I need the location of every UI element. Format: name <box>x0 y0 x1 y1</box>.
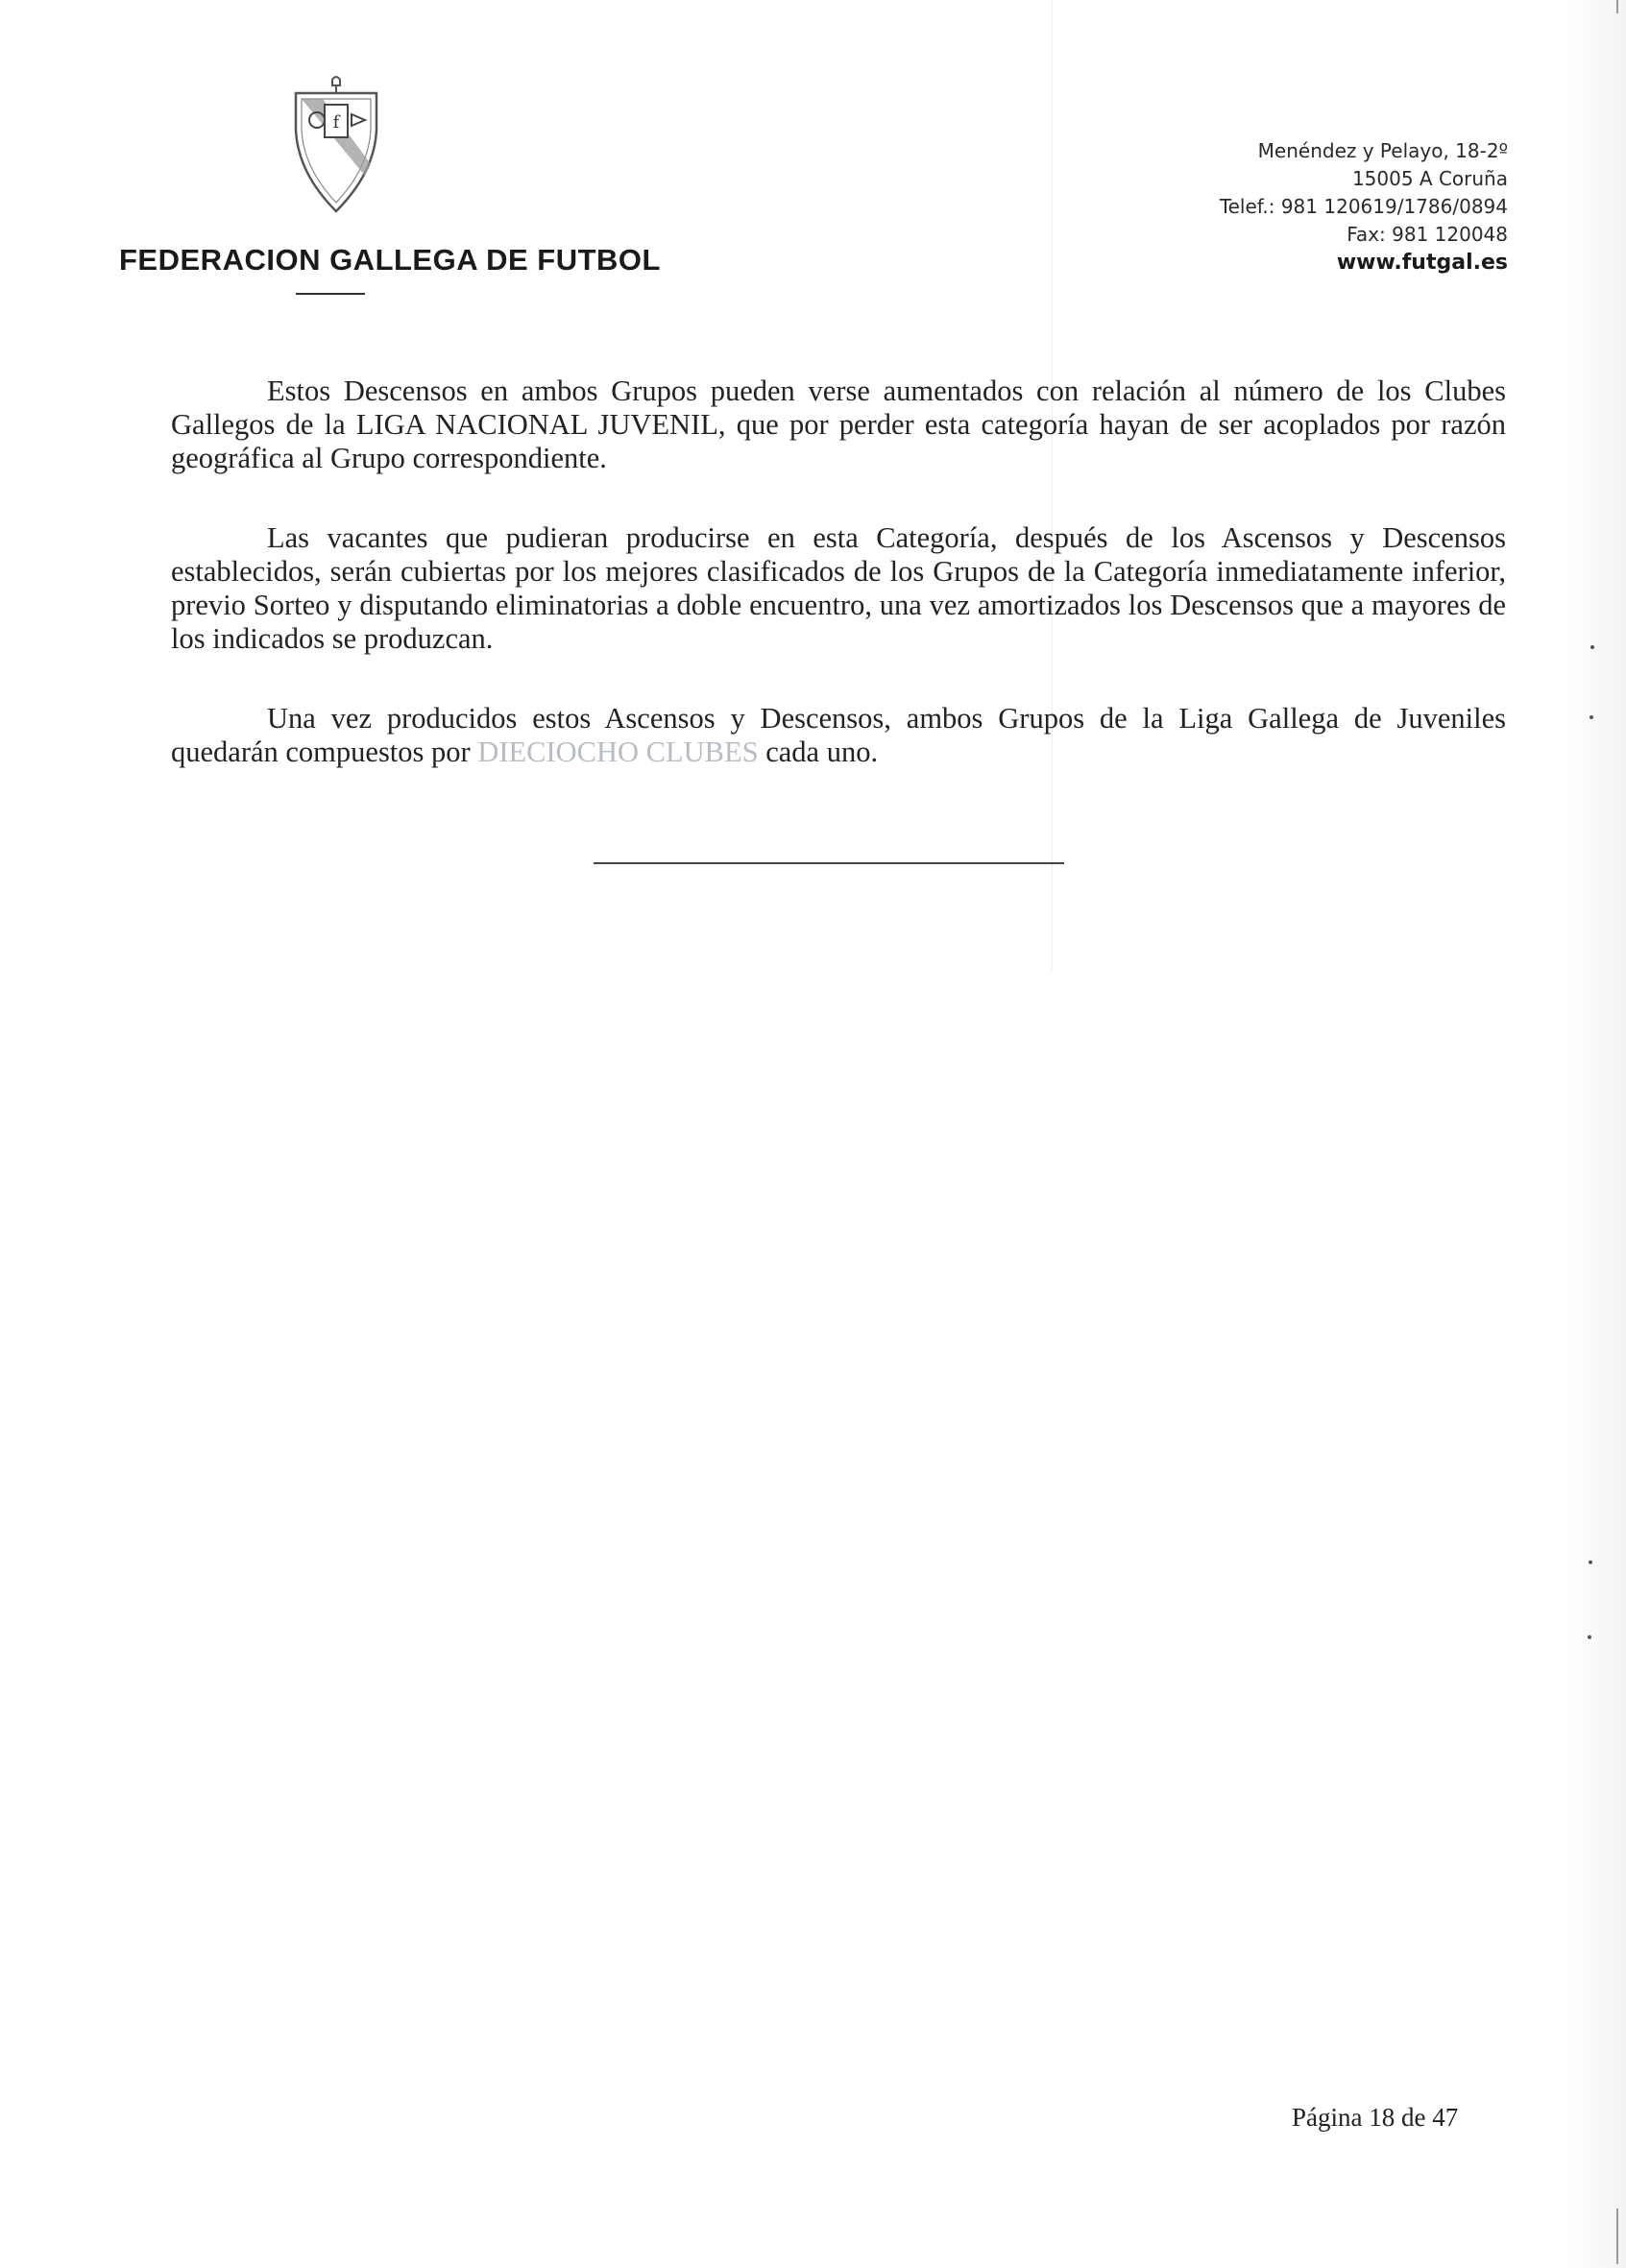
paragraph-3-highlight: DIECIOCHO CLUBES <box>477 736 759 768</box>
federation-crest-icon <box>288 72 384 216</box>
paragraph-1: Estos Descensos en ambos Grupos pueden verse aumentados con relación al número de los Clubes Gallegos de la LIGA NACIONAL JUVENIL, que por perder esta categoría hayan de ser acoplados por razón geográfica al Grupo correspondiente. <box>171 374 1506 474</box>
scan-edge-shadow <box>1568 0 1626 2268</box>
scan-edge-mark <box>1616 0 1618 13</box>
paragraph-3 <box>171 702 1506 769</box>
organization-underline <box>296 293 365 295</box>
paragraph-3-text: Una vez producidos estos Ascensos y Descensos, ambos Grupos de la Liga Gallega de Juveniles quedarán compuestos por <box>171 702 1506 768</box>
svg-text:f: f <box>332 112 340 133</box>
scan-dot <box>1590 645 1594 649</box>
scan-dot <box>1589 1560 1592 1564</box>
scan-dot <box>1590 715 1593 719</box>
address-block <box>1191 137 1508 277</box>
section-end-rule <box>594 862 1064 864</box>
scan-edge-mark <box>1616 2208 1618 2264</box>
address-city: 15005 A Coruña <box>1351 167 1508 190</box>
scan-dot <box>1588 1635 1591 1639</box>
paragraph-2: Las vacantes que pudieran producirse en esta Categoría, después de los Ascensos y Descensos establecidos, serán cubiertas por los mejores clasificados de los Grupos de la Categoría inmediatamente inferior, previo Sorteo y disputando eliminatorias a doble encuentro, una vez amortizados los Descensos que a mayores de los indicados se produzcan. <box>171 521 1506 655</box>
document-body <box>171 374 1506 815</box>
website-link[interactable]: www.futgal.es <box>1336 251 1508 275</box>
address-phone: Telef.: 981 120619/1786/0894 <box>1219 195 1508 218</box>
address-fax: Fax: 981 120048 <box>1347 223 1508 246</box>
paragraph-3-end: cada uno. <box>758 736 879 768</box>
organization-name: FEDERACION GALLEGA DE FUTBOL <box>119 243 661 277</box>
address-street: Menéndez y Pelayo, 18-2º <box>1257 139 1508 162</box>
page-number: Página 18 de 47 <box>1292 2103 1459 2132</box>
